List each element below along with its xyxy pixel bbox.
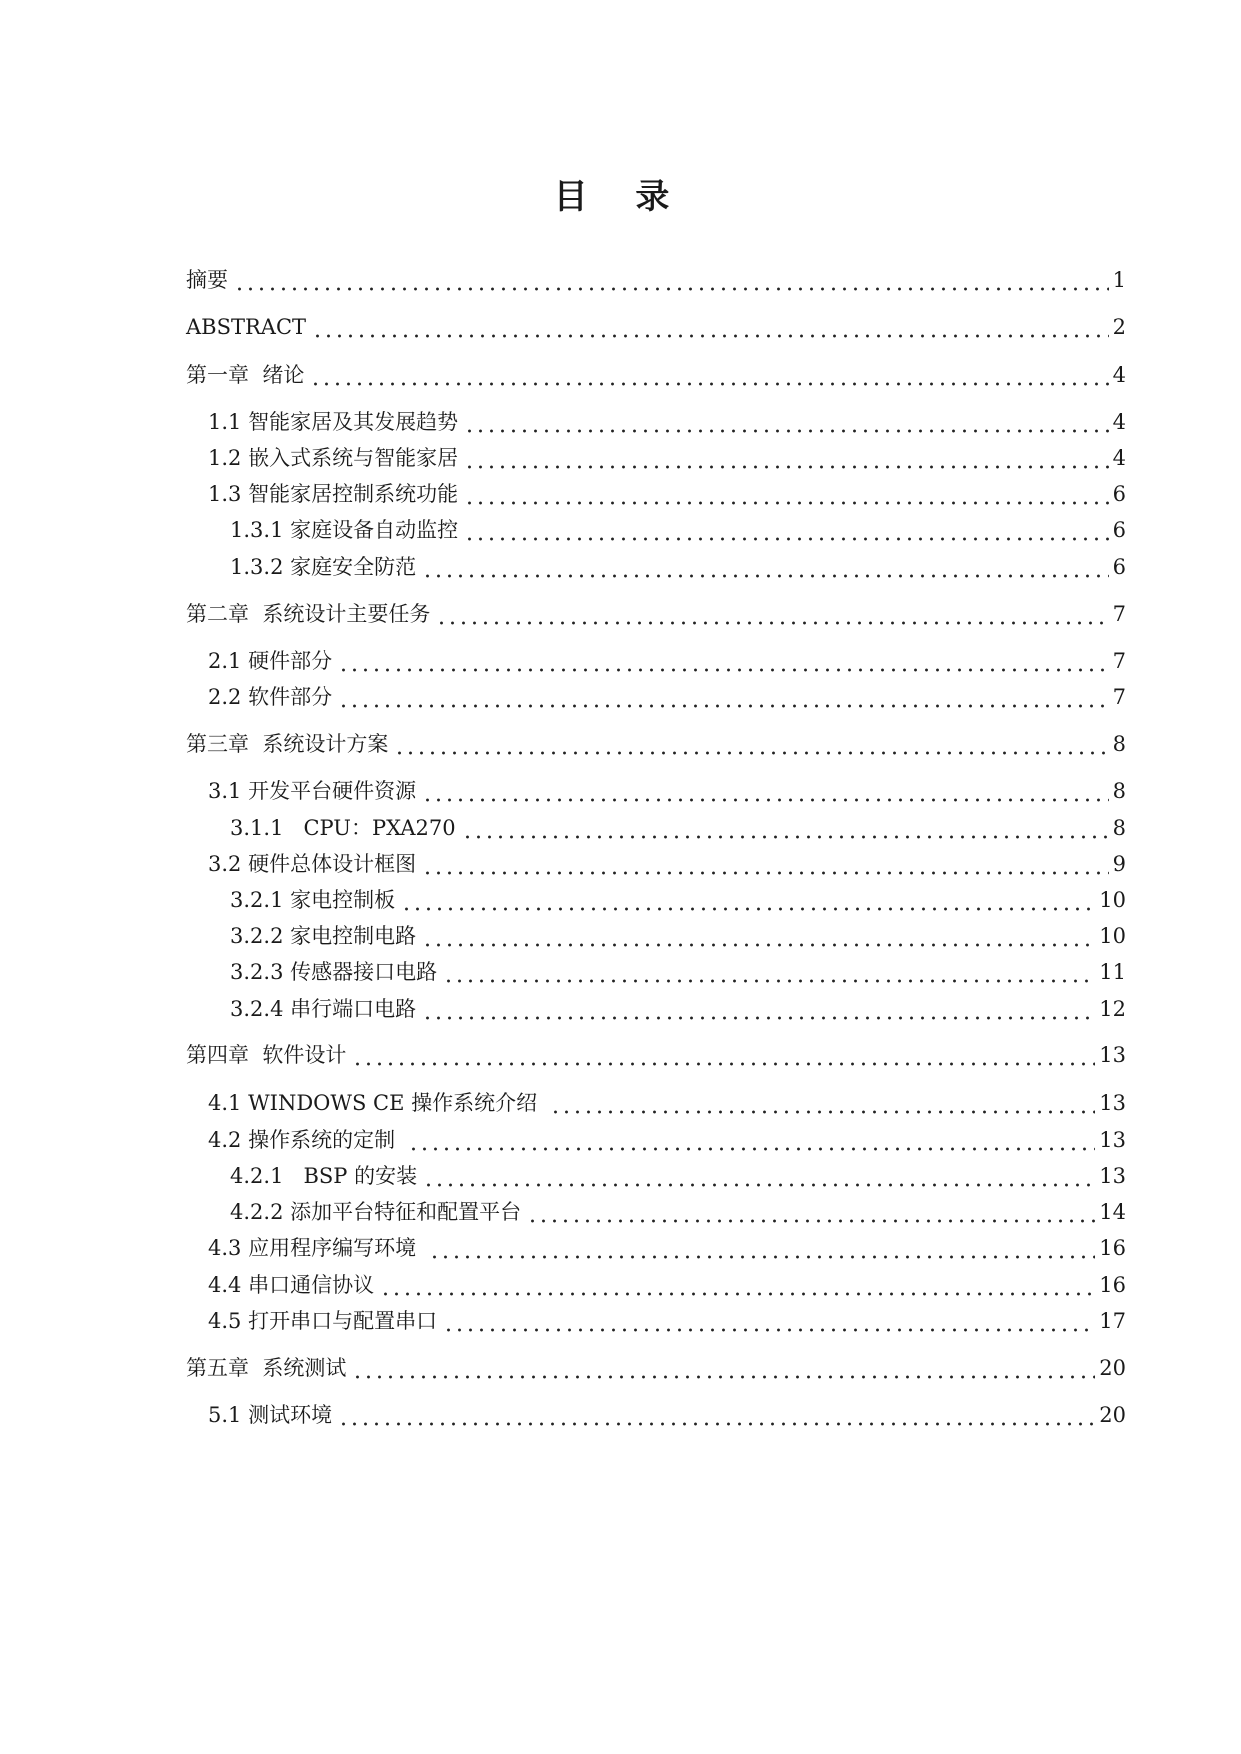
toc-entry-page: 8: [1112, 779, 1126, 803]
toc-entry[interactable]: [186, 1230, 1126, 1266]
dot-leader: [464, 512, 1109, 548]
toc-entry-label: 4.3 应用程序编写环境: [208, 1236, 423, 1260]
toc-entry-label: 4.2 操作系统的定制: [208, 1128, 402, 1152]
toc-entry[interactable]: [186, 309, 1126, 345]
toc-entry[interactable]: [186, 1397, 1126, 1433]
dot-leader: [338, 679, 1109, 715]
toc-entry[interactable]: [186, 643, 1126, 679]
dot-leader: [443, 954, 1095, 990]
toc-entry[interactable]: [186, 357, 1126, 393]
dot-leader: [527, 1194, 1095, 1230]
toc-entry-label: 3.2 硬件总体设计框图: [208, 852, 417, 876]
toc-entry-page: 11: [1099, 960, 1126, 984]
toc-entry[interactable]: [186, 262, 1126, 298]
toc-entry-page: 7: [1112, 649, 1126, 673]
toc-entry-page: 8: [1112, 816, 1126, 840]
toc-entry-page: 9: [1112, 852, 1126, 876]
toc-entry-label: 3.2.4 串行端口电路: [230, 997, 417, 1021]
page-title: 目 录: [553, 177, 688, 217]
toc-entry-label: 1.3.2 家庭安全防范: [230, 555, 417, 579]
dot-leader: [464, 476, 1109, 512]
toc-entry-label: 1.1 智能家居及其发展趋势: [208, 410, 459, 434]
toc-entry-label: 4.4 串口通信协议: [208, 1273, 375, 1297]
dot-leader: [310, 357, 1108, 393]
toc-entry-page: 20: [1099, 1356, 1126, 1380]
toc-entry-label: 5.1 测试环境: [208, 1403, 333, 1427]
dot-leader: [422, 773, 1109, 809]
toc-entry[interactable]: [186, 1158, 1126, 1194]
toc-entry-page: 17: [1099, 1309, 1126, 1333]
dot-leader: [380, 1267, 1095, 1303]
toc-entry-label: 2.1 硬件部分: [208, 649, 333, 673]
toc-entry-page: 4: [1112, 410, 1126, 434]
toc-entry-page: 13: [1099, 1164, 1126, 1188]
toc-entry-page: 4: [1112, 363, 1126, 387]
toc-entry[interactable]: [186, 404, 1126, 440]
dot-leader: [234, 262, 1109, 298]
dot-leader: [462, 810, 1109, 846]
dot-leader: [408, 1122, 1096, 1158]
toc-entry-page: 10: [1099, 924, 1126, 948]
toc-entry-page: 13: [1099, 1128, 1126, 1152]
dot-leader: [429, 1230, 1096, 1266]
dot-leader: [312, 309, 1109, 345]
toc-entry-page: 8: [1112, 732, 1126, 756]
toc-entry-page: 1: [1112, 268, 1126, 292]
toc-entry-label: 2.2 软件部分: [208, 685, 333, 709]
toc-entry[interactable]: [186, 810, 1126, 846]
dot-leader: [394, 726, 1108, 762]
toc-entry[interactable]: [186, 991, 1126, 1027]
toc-entry[interactable]: [186, 773, 1126, 809]
dot-leader: [338, 643, 1109, 679]
dot-leader: [422, 549, 1109, 585]
toc-entry-page: 7: [1112, 685, 1126, 709]
toc-entry-page: 12: [1099, 997, 1126, 1021]
toc-entry-page: 16: [1099, 1273, 1126, 1297]
toc-entry[interactable]: [186, 882, 1126, 918]
toc-entry-label: 3.2.2 家电控制电路: [230, 924, 417, 948]
toc-entry[interactable]: [186, 596, 1126, 632]
dot-leader: [422, 918, 1095, 954]
toc-entry-page: 13: [1099, 1043, 1126, 1067]
dot-leader: [352, 1350, 1095, 1386]
toc-entry-label: 3.2.3 传感器接口电路: [230, 960, 438, 984]
dot-leader: [422, 991, 1095, 1027]
dot-leader: [338, 1397, 1095, 1433]
toc-entry-label: 4.5 打开串口与配置串口: [208, 1309, 438, 1333]
toc-entry-label: 4.2.1 BSP 的安装: [230, 1164, 418, 1188]
toc-entry-label: 3.1.1 CPU：PXA270: [230, 816, 456, 840]
toc-entry[interactable]: [186, 440, 1126, 476]
toc-entry-page: 4: [1112, 446, 1126, 470]
toc-entry-label: 3.1 开发平台硬件资源: [208, 779, 417, 803]
toc-entry-page: 16: [1099, 1236, 1126, 1260]
toc-entry-page: 14: [1099, 1200, 1126, 1224]
toc-entry[interactable]: [186, 1085, 1126, 1121]
toc-entry-page: 7: [1112, 602, 1126, 626]
toc-entry[interactable]: [186, 1303, 1126, 1339]
toc-entry-label: 第二章 系统设计主要任务: [186, 602, 431, 626]
table-of-contents: [186, 262, 1126, 1592]
toc-entry[interactable]: [186, 726, 1126, 762]
toc-entry-page: 6: [1112, 482, 1126, 506]
toc-entry[interactable]: [186, 1122, 1126, 1158]
toc-entry-page: 6: [1112, 518, 1126, 542]
toc-entry-page: 10: [1099, 888, 1126, 912]
toc-entry[interactable]: [186, 679, 1126, 715]
dot-leader: [422, 846, 1109, 882]
toc-entry-label: 1.2 嵌入式系统与智能家居: [208, 446, 459, 470]
toc-entry[interactable]: [186, 512, 1126, 548]
toc-entry[interactable]: [186, 918, 1126, 954]
dot-leader: [443, 1303, 1095, 1339]
toc-entry-label: 第一章 绪论: [186, 363, 305, 387]
toc-entry[interactable]: [186, 549, 1126, 585]
toc-entry-label: 1.3 智能家居控制系统功能: [208, 482, 459, 506]
toc-entry[interactable]: [186, 1037, 1126, 1073]
toc-entry-label: ABSTRACT: [186, 315, 307, 339]
toc-entry-label: 1.3.1 家庭设备自动监控: [230, 518, 459, 542]
dot-leader: [401, 882, 1095, 918]
toc-entry-label: 第三章 系统设计方案: [186, 732, 389, 756]
toc-entry-page: 13: [1099, 1091, 1126, 1115]
dot-leader: [550, 1085, 1095, 1121]
toc-entry-page: 6: [1112, 555, 1126, 579]
toc-entry[interactable]: [186, 1350, 1126, 1386]
toc-entry[interactable]: [186, 954, 1126, 990]
dot-leader: [464, 404, 1109, 440]
toc-entry[interactable]: [186, 1194, 1126, 1230]
toc-entry-page: 2: [1112, 315, 1126, 339]
toc-entry-label: 3.2.1 家电控制板: [230, 888, 396, 912]
dot-leader: [423, 1158, 1095, 1194]
toc-entry-page: 20: [1099, 1403, 1126, 1427]
toc-entry[interactable]: [186, 1267, 1126, 1303]
toc-entry-label: 4.2.2 添加平台特征和配置平台: [230, 1200, 522, 1224]
dot-leader: [436, 596, 1108, 632]
toc-entry[interactable]: [186, 846, 1126, 882]
toc-entry-label: 4.1 WINDOWS CE 操作系统介绍: [208, 1091, 544, 1115]
toc-entry-label: 第四章 软件设计: [186, 1043, 347, 1067]
toc-entry-label: 摘要: [186, 268, 228, 292]
toc-entry[interactable]: [186, 476, 1126, 512]
toc-entry-label: 第五章 系统测试: [186, 1356, 347, 1380]
dot-leader: [352, 1037, 1095, 1073]
dot-leader: [464, 440, 1109, 476]
